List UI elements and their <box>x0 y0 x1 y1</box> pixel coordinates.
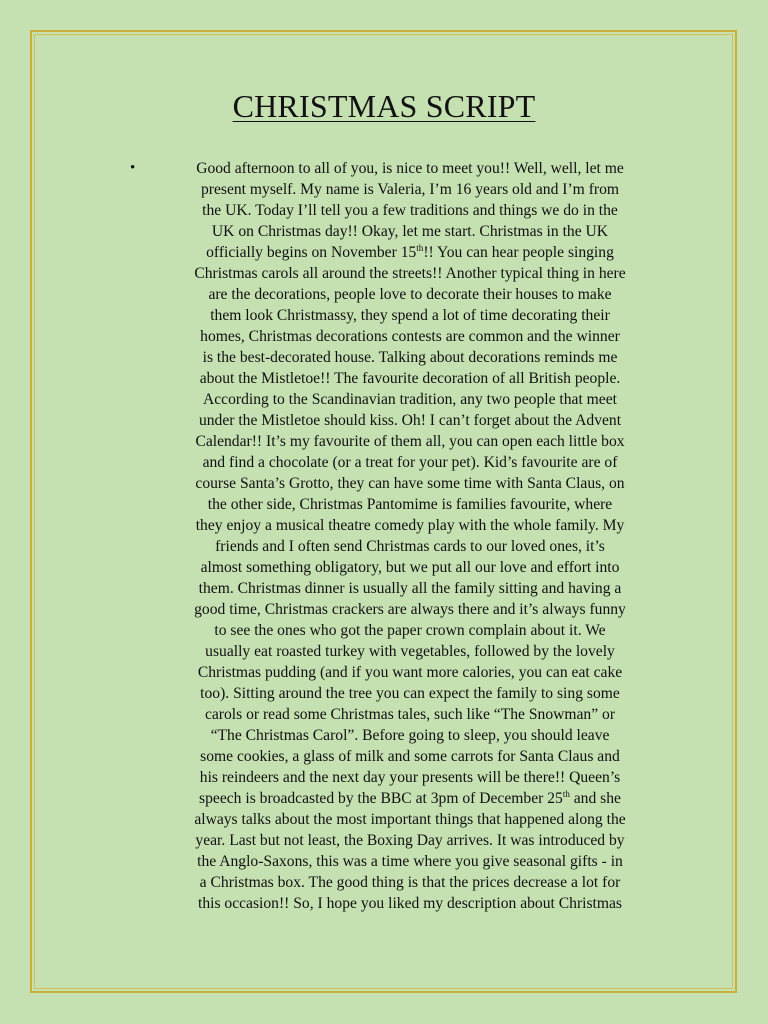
text-line: Calendar!! It’s my favourite of them all, you can open each little box <box>195 433 625 450</box>
text-line: is the best-decorated house. Talking about decorations reminds me <box>202 349 618 366</box>
text-line: course Santa’s Grotto, they can have some time with Santa Claus, on <box>195 475 625 492</box>
text-line: to see the ones who got the paper crown complain about it. We <box>214 622 606 639</box>
text-line: some cookies, a glass of milk and some carrots for Santa Claus and <box>200 748 620 765</box>
text-line: them. Christmas dinner is usually all the family sitting and having a <box>198 580 622 597</box>
text-line: the UK. Today I’ll tell you a few traditions and things we do in the <box>202 202 618 219</box>
document-title: CHRISTMAS SCRIPT <box>232 88 536 124</box>
text-line: a Christmas box. The good thing is that the prices decrease a lot for <box>199 874 621 891</box>
text-line: “The Christmas Carol”. Before going to sleep, you should leave <box>210 727 610 744</box>
text-line: about the Mistletoe!! The favourite decoration of all British people. <box>199 370 621 387</box>
text-line: them look Christmassy, they spend a lot of time decorating their <box>210 307 610 324</box>
paragraph-text <box>150 158 670 914</box>
text-line: According to the Scandinavian tradition, any two people that meet <box>203 391 617 408</box>
text-line: good time, Christmas crackers are always there and it’s always funny <box>194 601 626 618</box>
text-line: this occasion!! So, I hope you liked my description about Christmas <box>197 895 622 912</box>
bullet-icon: • <box>130 160 136 176</box>
text-line: the other side, Christmas Pantomime is families favourite, where <box>207 496 613 513</box>
text-line: UK on Christmas day!! Okay, let me start. Christmas in the UK <box>211 223 609 240</box>
text-line: present myself. My name is Valeria, I’m 16 years old and I’m from <box>200 181 620 198</box>
text-segment: officially begins on November 15 <box>206 244 417 261</box>
text-segment: and she <box>569 790 621 807</box>
text-line <box>150 242 670 263</box>
text-line: almost something obligatory, but we put all our love and effort into <box>200 559 620 576</box>
ordinal-suffix: th <box>562 788 570 799</box>
text-line: year. Last but not least, the Boxing Day arrives. It was introduced by <box>195 832 625 849</box>
text-line: homes, Christmas decorations contests are common and the winner <box>200 328 620 345</box>
text-line: friends and I often send Christmas cards to our loved ones, it’s <box>215 538 605 555</box>
text-line: carols or read some Christmas tales, such like “The Snowman” or <box>204 706 616 723</box>
text-line: are the decorations, people love to decorate their houses to make <box>208 286 612 303</box>
text-line: usually eat roasted turkey with vegetables, followed by the lovely <box>205 643 615 660</box>
ordinal-suffix: th <box>416 242 424 253</box>
text-line: they enjoy a musical theatre comedy play with the whole family. My <box>195 517 625 534</box>
text-line: the Anglo-Saxons, this was a time where you give seasonal gifts - in <box>197 853 623 870</box>
text-segment: !! You can hear people singing <box>423 244 614 261</box>
text-line: and find a chocolate (or a treat for your pet). Kid’s favourite are of <box>202 454 618 471</box>
text-line: under the Mistletoe should kiss. Oh! I can’t forget about the Advent <box>198 412 622 429</box>
text-line: Christmas pudding (and if you want more calories, you can eat cake <box>197 664 623 681</box>
text-line: Christmas carols all around the streets!! Another typical thing in here <box>194 265 626 282</box>
text-line: always talks about the most important things that happened along the <box>194 811 626 828</box>
text-segment: speech is broadcasted by the BBC at 3pm of December 25 <box>199 790 563 807</box>
text-line: his reindeers and the next day your presents will be there!! Queen’s <box>199 769 621 786</box>
text-line: too). Sitting around the tree you can expect the family to sing some <box>200 685 620 702</box>
text-line <box>150 788 670 809</box>
text-line: Good afternoon to all of you, is nice to meet you!! Well, well, let me <box>196 160 624 177</box>
